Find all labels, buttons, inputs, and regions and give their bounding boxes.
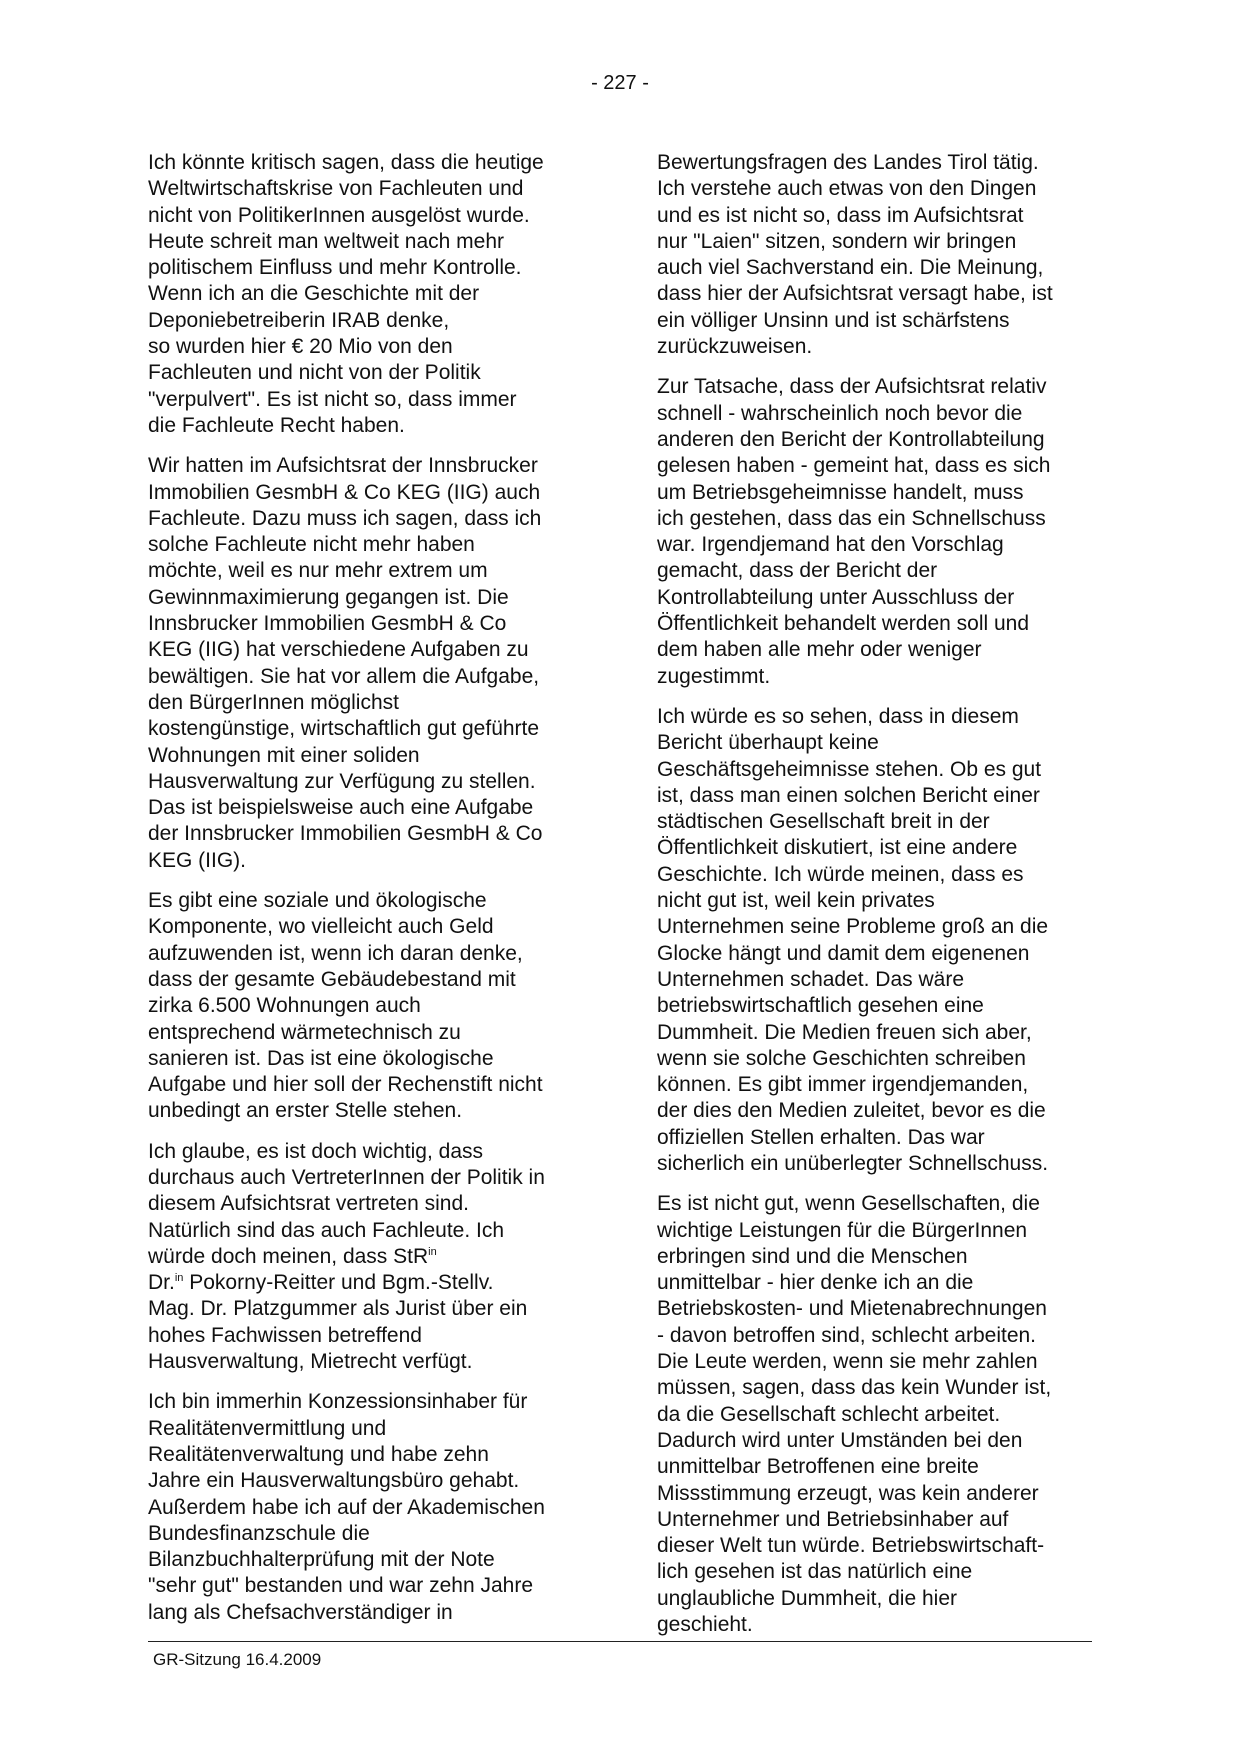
paragraph: Wir hatten im Aufsichtsrat der Innsbrucker Immobilien GesmbH & Co KEG (IIG) auch Fachleute. Dazu muss ich sagen, dass ich solche Fachleute nicht mehr haben möchte, weil es nur mehr extrem um Gewinnmaximierung gegangen ist. Die Innsbrucker Immobilien GesmbH & Co KEG (IIG) hat verschiedene Aufgaben zu bewältigen. Sie hat vor allem die Aufgabe, den BürgerInnen möglichst kostengünstige, wirtschaftlich gut geführte Wohnungen mit einer soliden Hausverwaltung zur Verfügung zu stellen. Das ist beispielsweise auch eine Aufgabe der Innsbrucker Immobilien GesmbH & Co KEG (IIG). xyxy=(148,454,543,872)
superscript: in xyxy=(428,1245,437,1258)
page-number: - 227 - xyxy=(591,72,649,94)
right-column xyxy=(657,150,1097,1652)
paragraph-text: Dr. xyxy=(148,1271,175,1295)
paragraph: Zur Tatsache, dass der Aufsichtsrat relativ schnell - wahrscheinlich noch bevor die anderen den Bericht der Kontrollabteilung gelesen haben - gemeint hat, dass es sich um Betriebsgeheimnisse handelt, muss ich gestehen, dass das ein Schnellschuss war. Irgendjemand hat den Vorschlag gemacht, dass der Bericht der Kontrollabteilung unter Ausschluss der Öffentlichkeit behandelt werden soll und dem haben alle mehr oder weniger zugestimmt. xyxy=(657,375,1051,688)
paragraph xyxy=(148,1139,588,1376)
footer-divider xyxy=(148,1641,1092,1642)
paragraph: Ich könnte kritisch sagen, dass die heutige Weltwirtschaftskrise von Fachleuten und nicht von PolitikerInnen ausgelöst wurde. Heute schreit man weltweit nach mehr politischem Einfluss und mehr Kontrolle. Wenn ich an die Geschichte mit der Deponiebetreiberin IRAB denke, so wurden hier € 20 Mio von den Fachleuten und nicht von der Politik "verpulvert". Es ist nicht so, dass immer die Fachleute Recht haben. xyxy=(148,151,544,437)
paragraph-text: Pokorny-Reitter und Bgm.-Stellv. Mag. Dr. Platzgummer als Jurist über ein hohes Fachwissen betreffend Hausverwaltung, Mietrecht verfügt. xyxy=(148,1271,528,1374)
superscript: in xyxy=(174,1272,184,1285)
paragraph: Ich würde es so sehen, dass in diesem Bericht überhaupt keine Geschäftsgeheimnisse stehen. Ob es gut ist, dass man einen solchen Bericht einer städtischen Gesellschaft breit in der Öffentlichkeit diskutiert, ist eine andere Geschichte. Ich würde meinen, dass es nicht gut ist, weil kein privates Unternehmen seine Probleme groß an die Glocke hängt und damit dem eigenenen Unternehmen schadet. Das wäre betriebswirtschaftlich gesehen eine Dummheit. Die Medien freuen sich aber, wenn sie solche Geschichten schreiben können. Es gibt immer irgendjemanden, der dies den Medien zuleitet, bevor es die offiziellen Stellen erhalten. Das war sicherlich ein unüberlegter Schnellschuss. xyxy=(657,704,1049,1175)
paragraph: Bewertungsfragen des Landes Tirol tätig. Ich verstehe auch etwas von den Dingen und es ist nicht so, dass im Aufsichtsrat nur "Laien" sitzen, sondern wir bringen auch viel Sachverstand ein. Die Meinung, dass hier der Aufsichtsrat versagt habe, ist ein völliger Unsinn und ist schärfstens zurückzuweisen. xyxy=(657,151,1053,359)
left-column xyxy=(148,150,588,1640)
paragraph-text: Ich glaube, es ist doch wichtig, dass durchaus auch VertreterInnen der Politik in diesem Aufsichtsrat vertreten sind. Natürlich sind das auch Fachleute. Ich würde doch meinen, dass StR xyxy=(148,1139,545,1268)
footer-text: GR-Sitzung 16.4.2009 xyxy=(153,1650,322,1669)
paragraph: Es gibt eine soziale und ökologische Komponente, wo vielleicht auch Geld aufzuwenden ist, wenn ich daran denke, dass der gesamte Gebäudebestand mit zirka 6.500 Wohnungen auch entsprechend wärmetechnisch zu sanieren ist. Das ist eine ökologische Aufgabe und hier soll der Rechenstift nicht unbedingt an erster Stelle stehen. xyxy=(148,889,543,1123)
paragraph: Ich bin immerhin Konzessionsinhaber für Realitätenvermittlung und Realitätenverwaltung und habe zehn Jahre ein Hausverwaltungsbüro gehabt. Außerdem habe ich auf der Akademischen Bundesfinanzschule die Bilanzbuchhalterprüfung mit der Note "sehr gut" bestanden und war zehn Jahre lang als Chefsachverständiger in xyxy=(148,1390,545,1624)
paragraph: Es ist nicht gut, wenn Gesellschaften, die wichtige Leistungen für die BürgerInnen erbringen sind und die Menschen unmittelbar - hier denke ich an die Betriebskosten- und Mietenabrechnungen - davon betroffen sind, schlecht arbeiten. Die Leute werden, wenn sie mehr zahlen müssen, sagen, dass das kein Wunder ist, da die Gesellschaft schlecht arbeitet. Dadurch wird unter Umständen bei den unmittelbar Betroffenen eine breite Missstimmung erzeugt, was kein anderer Unternehmer und Betriebsinhaber auf dieser Welt tun würde. Betriebswirtschaft- lich gesehen ist das natürlich eine unglaubliche Dummheit, die hier geschieht. xyxy=(657,1192,1052,1637)
